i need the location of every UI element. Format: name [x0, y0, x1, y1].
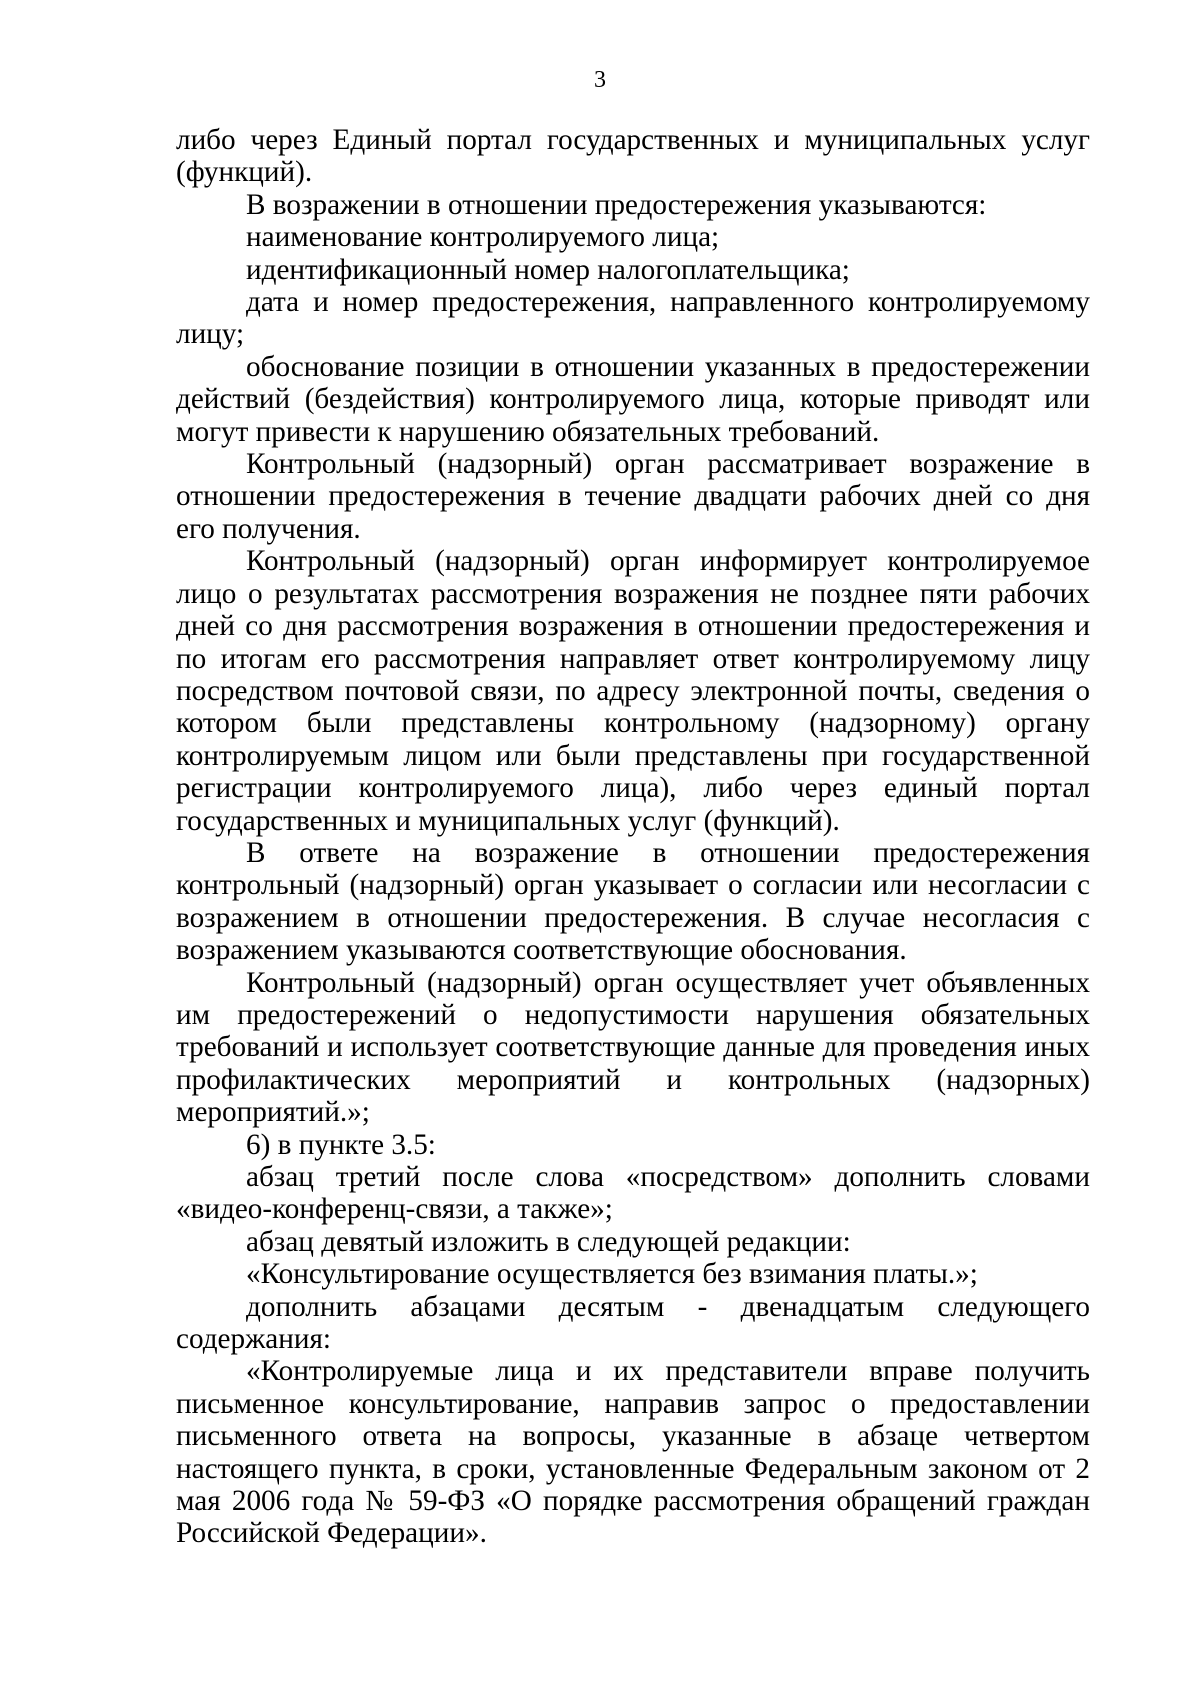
paragraph: 6) в пункте 3.5: [246, 1128, 436, 1161]
list-item: наименование контролируемого лица; [246, 221, 720, 254]
document-body [176, 124, 1090, 1550]
page-number: 3 [594, 67, 606, 93]
paragraph: дополнить абзацами десятым - двенадцатым следующего содержания: [176, 1290, 1090, 1356]
paragraph: В ответе на возражение в отношении предостережения контрольный (надзорный) орган указывает о согласии или несогласии с возражением в отношении предостережения. В случае несогласия с возражением указываются соответствующие обоснования. [176, 836, 1090, 967]
paragraph: Контрольный (надзорный) орган информирует контролируемое лицо о результатах рассмотрения возражения не позднее пяти рабочих дней со дня рассмотрения возражения в отношении предостережения и по итогам его рассмотрения направляет ответ контролируемому лицу посредством почтовой связи, по адресу электронной почты, сведения о котором были представлены контрольному (надзорному) органу контролируемым лицом или были представлены при государственной регистрации контролируемого лица), либо через единый портал государственных и муниципальных услуг (функций). [176, 545, 1090, 837]
paragraph: абзац девятый изложить в следующей редакции: [246, 1225, 851, 1258]
list-item: дата и номер предостережения, направленного контролируемому лицу; [176, 286, 1090, 351]
list-item: обоснование позиции в отношении указанных в предостережении действий (бездействия) контролируемого лица, которые приводят или могут привести к нарушению обязательных требований. [176, 350, 1090, 448]
paragraph: «Консультирование осуществляется без взимания платы.»; [246, 1258, 978, 1291]
paragraph: В возражении в отношении предостережения указываются: [246, 188, 987, 221]
paragraph: Контрольный (надзорный) орган рассматривает возражение в отношении предостережения в течение двадцати рабочих дней со дня его получения. [176, 448, 1090, 545]
paragraph: абзац третий после слова «посредством» дополнить словами «видео-конференц-связи, а также»; [176, 1161, 1090, 1226]
paragraph: либо через Единый портал государственных и муниципальных услуг (функций). [176, 124, 1090, 189]
list-item: идентификационный номер налогоплательщика; [246, 253, 850, 286]
paragraph: «Контролируемые лица и их представители вправе получить письменное консультирование, направив запрос о предоставлении письменного ответа на вопросы, указанные в абзаце четвертом настоящего пункта, в сроки, установленные Федеральным законом от 2 мая 2006 года № 59-ФЗ «О порядке рассмотрения обращений граждан Российской Федерации». [176, 1355, 1090, 1550]
paragraph: Контрольный (надзорный) орган осуществляет учет объявленных им предостережений о недопустимости нарушения обязательных требований и использует соответствующие данные для проведения иных профилактических мероприятий и контрольных (надзорных) мероприятий.»; [176, 966, 1090, 1129]
